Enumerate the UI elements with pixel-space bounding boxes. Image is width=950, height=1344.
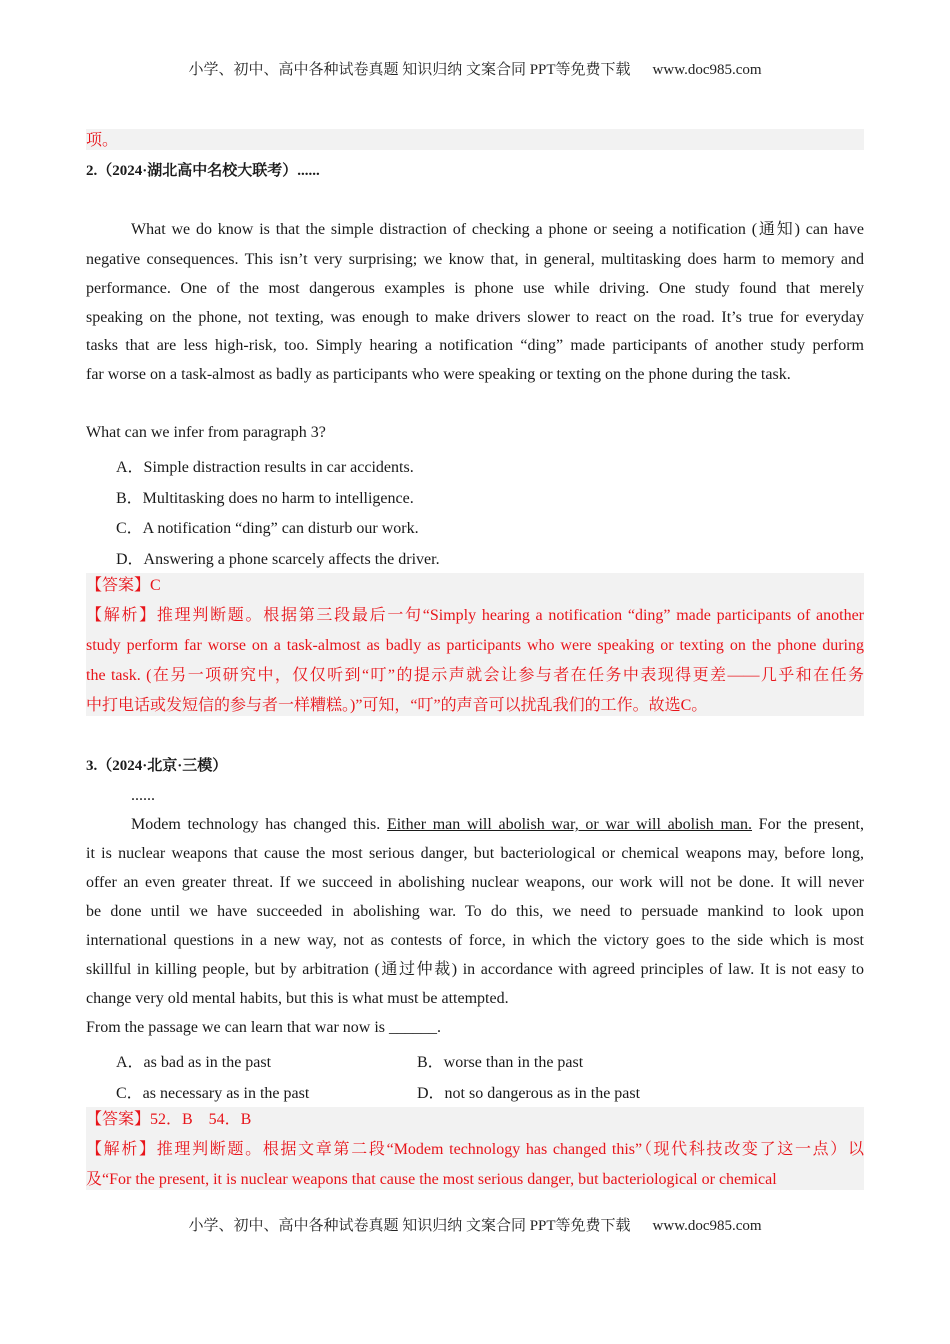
page-header [0,58,950,79]
q3-passage-line: offer an even greater threat. If we succeed in abolishing nuclear weapons, our work will not be done. It will never [86,874,864,891]
q2-passage-line: speaking on the phone, not texting, was enough to make drivers slower to react on the road. It’s true for everyday [86,309,864,326]
q3-analysis-line: 及“For the present, it is nuclear weapons that cause the most serious danger, but bacteriological or chemical [86,1171,777,1188]
q2-passage-line: performance. One of the most dangerous examples is phone use while driving. One study found that merely [86,280,864,297]
q3-underlined-sentence: Either man will abolish war, or war will abolish man. [386,816,753,833]
q3-passage-first-line [131,810,864,839]
q3-answer: 【答案】52．B 54．B [86,1111,252,1128]
q2-passage-line: tasks that are less high-risk, too. Simply hearing a notification “ding” made participants of another study perform [86,337,864,354]
q2-passage-line: What we do know is that the simple distraction of checking a phone or seeing a notification (通知) can have [131,221,864,238]
header-url: www.doc985.com [652,62,762,78]
q3-passage-line: be done until we have succeeded in abolishing war. To do this, we need to persuade mankind to look upon [86,903,864,920]
q3-question: From the passage we can learn that war now is ______. [86,1019,442,1036]
q3-option-a: A．as bad as in the past [116,1054,272,1071]
q2-analysis-line: study perform far worse on a task-almost as badly as participants who were speaking or texting on the phone during [86,637,864,654]
q2-option-d: D．Answering a phone scarcely affects the driver. [116,551,440,568]
q3-title: 3.（2024·北京·三模） [86,758,228,774]
q2-analysis-line: 中打电话或发短信的参与者一样糟糕。)”可知，“叮”的声音可以扰乱我们的工作。故选C。 [86,697,708,714]
q2-question: What can we infer from paragraph 3? [86,424,326,441]
q2-answer: 【答案】C [86,577,161,594]
header-text: 小学、初中、高中各种试卷真题 知识归纳 文案合同 PPT等免费下载 [188,62,631,78]
q3-ellipsis: ...... [131,787,155,804]
q2-title: 2.（2024·湖北高中名校大联考）...... [86,163,320,179]
q3-passage-start: Modem technology has changed this. [131,816,387,833]
q3-option-d: D．not so dangerous as in the past [417,1085,641,1102]
q3-passage-line: international questions in a new way, not as contests of force, in which the victory goes to the side which is most [86,932,864,949]
q2-passage-line: far worse on a task-almost as badly as participants who were speaking or texting on the phone during the task. [86,366,791,383]
page-footer [0,1214,950,1235]
footer-url: www.doc985.com [652,1218,762,1234]
q3-option-c: C．as necessary as in the past [116,1085,310,1102]
q3-passage-line: it is nuclear weapons that cause the most serious danger, but bacteriological or chemical weapons may, before long, [86,845,864,862]
q3-analysis-line: 【解析】推理判断题。根据文章第二段“Modem technology has changed this”（现代科技改变了这一点）以 [86,1141,864,1158]
q3-passage-rest: For the present, [752,816,864,833]
q2-analysis-line: the task. (在另一项研究中，仅仅听到“叮”的提示声就会让参与者在任务中表现得更差——几乎和在任务 [86,667,864,684]
q3-passage-line: change very old mental habits, but this is what must be attempted. [86,990,509,1007]
q2-option-b: B．Multitasking does no harm to intelligence. [116,490,414,507]
q3-option-b: B．worse than in the past [417,1054,584,1071]
q2-option-c: C．A notification “ding” can disturb our work. [116,520,419,537]
q3-passage-line: skillful in killing people, but by arbitration (通过仲裁) in accordance with agreed principles of law. It is not easy to [86,961,864,978]
footer-text: 小学、初中、高中各种试卷真题 知识归纳 文案合同 PPT等免费下载 [188,1218,631,1234]
q2-passage-line: negative consequences. This isn’t very surprising; we know that, in general, multitasking does harm to memory and [86,251,864,268]
q2-analysis-line: 【解析】推理判断题。根据第三段最后一句“Simply hearing a notification “ding” made participants of another [86,607,864,624]
prev-tail-text: 项。 [86,132,119,149]
q2-option-a: A．Simple distraction results in car accidents. [116,459,414,476]
